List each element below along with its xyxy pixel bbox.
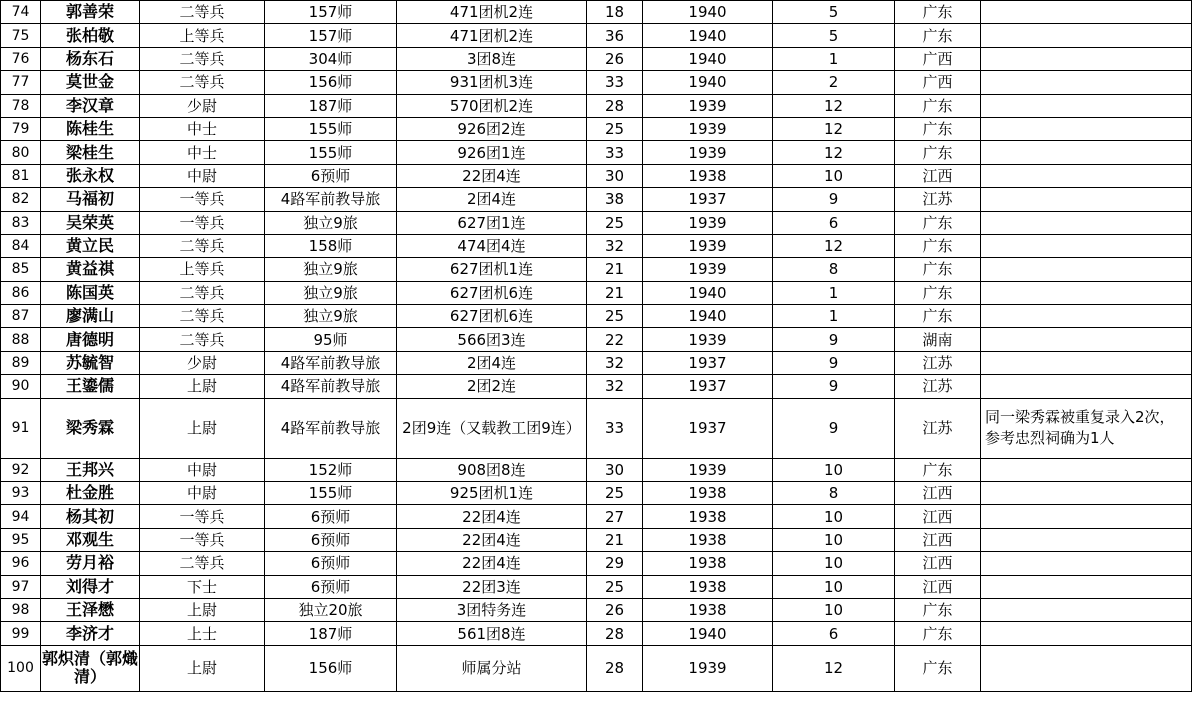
cell-unit: 2团4连 bbox=[397, 351, 587, 374]
cell-age: 22 bbox=[587, 328, 643, 351]
cell-province: 广东 bbox=[895, 281, 981, 304]
cell-age: 33 bbox=[587, 141, 643, 164]
cell-no: 83 bbox=[1, 211, 41, 234]
cell-province: 广西 bbox=[895, 71, 981, 94]
cell-division: 独立9旅 bbox=[265, 211, 397, 234]
cell-year: 1938 bbox=[643, 505, 773, 528]
cell-month: 10 bbox=[773, 575, 895, 598]
cell-age: 27 bbox=[587, 505, 643, 528]
cell-province: 江西 bbox=[895, 505, 981, 528]
cell-province: 广东 bbox=[895, 211, 981, 234]
cell-note bbox=[981, 164, 1192, 187]
cell-province: 江西 bbox=[895, 164, 981, 187]
cell-rank: 二等兵 bbox=[140, 328, 265, 351]
cell-name: 刘得才 bbox=[41, 575, 140, 598]
cell-no: 90 bbox=[1, 375, 41, 398]
cell-age: 33 bbox=[587, 398, 643, 458]
cell-year: 1940 bbox=[643, 1, 773, 24]
cell-province: 湖南 bbox=[895, 328, 981, 351]
cell-age: 30 bbox=[587, 164, 643, 187]
table-row bbox=[1, 645, 1192, 691]
cell-year: 1939 bbox=[643, 234, 773, 257]
table-row bbox=[1, 188, 1192, 211]
cell-division: 95师 bbox=[265, 328, 397, 351]
cell-month: 10 bbox=[773, 528, 895, 551]
cell-rank: 少尉 bbox=[140, 94, 265, 117]
cell-name: 梁秀霖 bbox=[41, 398, 140, 458]
table-row bbox=[1, 598, 1192, 621]
cell-name: 郭炽清（郭熾清） bbox=[41, 645, 140, 691]
cell-no: 91 bbox=[1, 398, 41, 458]
table-row bbox=[1, 351, 1192, 374]
cell-name: 张柏敬 bbox=[41, 24, 140, 47]
roster-body bbox=[1, 1, 1192, 692]
cell-note: 同一梁秀霖被重复录入2次，参考忠烈祠确为1人 bbox=[981, 398, 1192, 458]
cell-note bbox=[981, 458, 1192, 481]
cell-no: 78 bbox=[1, 94, 41, 117]
cell-month: 6 bbox=[773, 211, 895, 234]
cell-age: 29 bbox=[587, 552, 643, 575]
cell-year: 1940 bbox=[643, 24, 773, 47]
cell-no: 94 bbox=[1, 505, 41, 528]
cell-name: 陈桂生 bbox=[41, 117, 140, 140]
cell-unit: 2团2连 bbox=[397, 375, 587, 398]
cell-age: 36 bbox=[587, 24, 643, 47]
cell-name: 李汉章 bbox=[41, 94, 140, 117]
cell-rank: 中尉 bbox=[140, 164, 265, 187]
cell-division: 152师 bbox=[265, 458, 397, 481]
cell-month: 5 bbox=[773, 24, 895, 47]
cell-no: 93 bbox=[1, 482, 41, 505]
table-row bbox=[1, 375, 1192, 398]
cell-division: 独立9旅 bbox=[265, 258, 397, 281]
cell-month: 12 bbox=[773, 117, 895, 140]
cell-year: 1940 bbox=[643, 305, 773, 328]
cell-month: 10 bbox=[773, 505, 895, 528]
cell-age: 26 bbox=[587, 598, 643, 621]
cell-note bbox=[981, 575, 1192, 598]
cell-year: 1939 bbox=[643, 211, 773, 234]
cell-province: 广东 bbox=[895, 622, 981, 645]
cell-unit: 908团8连 bbox=[397, 458, 587, 481]
cell-unit: 2团4连 bbox=[397, 188, 587, 211]
cell-province: 江苏 bbox=[895, 188, 981, 211]
cell-name: 杨其初 bbox=[41, 505, 140, 528]
cell-month: 10 bbox=[773, 164, 895, 187]
cell-rank: 二等兵 bbox=[140, 305, 265, 328]
cell-note bbox=[981, 258, 1192, 281]
cell-age: 32 bbox=[587, 375, 643, 398]
cell-year: 1939 bbox=[643, 117, 773, 140]
table-row bbox=[1, 328, 1192, 351]
cell-rank: 一等兵 bbox=[140, 188, 265, 211]
cell-age: 28 bbox=[587, 645, 643, 691]
cell-note bbox=[981, 94, 1192, 117]
cell-division: 4路军前教导旅 bbox=[265, 398, 397, 458]
cell-age: 25 bbox=[587, 575, 643, 598]
cell-rank: 中尉 bbox=[140, 482, 265, 505]
cell-note bbox=[981, 1, 1192, 24]
cell-province: 广东 bbox=[895, 598, 981, 621]
cell-no: 77 bbox=[1, 71, 41, 94]
cell-unit: 22团4连 bbox=[397, 528, 587, 551]
cell-note bbox=[981, 188, 1192, 211]
cell-year: 1939 bbox=[643, 258, 773, 281]
cell-year: 1939 bbox=[643, 94, 773, 117]
cell-age: 25 bbox=[587, 117, 643, 140]
cell-year: 1940 bbox=[643, 71, 773, 94]
cell-no: 75 bbox=[1, 24, 41, 47]
cell-unit: 22团3连 bbox=[397, 575, 587, 598]
cell-year: 1939 bbox=[643, 328, 773, 351]
cell-name: 黄立民 bbox=[41, 234, 140, 257]
table-row bbox=[1, 1, 1192, 24]
cell-no: 97 bbox=[1, 575, 41, 598]
table-row bbox=[1, 398, 1192, 458]
table-row bbox=[1, 141, 1192, 164]
cell-month: 10 bbox=[773, 458, 895, 481]
cell-name: 王泽懋 bbox=[41, 598, 140, 621]
cell-rank: 中尉 bbox=[140, 458, 265, 481]
cell-rank: 一等兵 bbox=[140, 528, 265, 551]
cell-division: 4路军前教导旅 bbox=[265, 188, 397, 211]
cell-division: 4路军前教导旅 bbox=[265, 375, 397, 398]
cell-name: 张永权 bbox=[41, 164, 140, 187]
cell-note bbox=[981, 482, 1192, 505]
cell-division: 独立9旅 bbox=[265, 281, 397, 304]
cell-division: 157师 bbox=[265, 24, 397, 47]
cell-month: 10 bbox=[773, 598, 895, 621]
cell-year: 1940 bbox=[643, 622, 773, 645]
cell-age: 33 bbox=[587, 71, 643, 94]
cell-province: 广东 bbox=[895, 141, 981, 164]
cell-month: 9 bbox=[773, 398, 895, 458]
cell-rank: 少尉 bbox=[140, 351, 265, 374]
cell-year: 1938 bbox=[643, 575, 773, 598]
cell-no: 89 bbox=[1, 351, 41, 374]
cell-age: 18 bbox=[587, 1, 643, 24]
cell-unit: 561团8连 bbox=[397, 622, 587, 645]
cell-name: 王鎏儒 bbox=[41, 375, 140, 398]
cell-month: 6 bbox=[773, 622, 895, 645]
cell-no: 88 bbox=[1, 328, 41, 351]
table-row bbox=[1, 622, 1192, 645]
cell-unit: 926团1连 bbox=[397, 141, 587, 164]
cell-note bbox=[981, 47, 1192, 70]
cell-division: 156师 bbox=[265, 71, 397, 94]
cell-unit: 566团3连 bbox=[397, 328, 587, 351]
cell-division: 155师 bbox=[265, 141, 397, 164]
cell-rank: 一等兵 bbox=[140, 211, 265, 234]
cell-division: 155师 bbox=[265, 482, 397, 505]
cell-note bbox=[981, 598, 1192, 621]
cell-division: 156师 bbox=[265, 645, 397, 691]
cell-year: 1938 bbox=[643, 482, 773, 505]
cell-unit: 925团机1连 bbox=[397, 482, 587, 505]
cell-rank: 中士 bbox=[140, 117, 265, 140]
table-row bbox=[1, 458, 1192, 481]
cell-name: 黄益祺 bbox=[41, 258, 140, 281]
cell-name: 陈国英 bbox=[41, 281, 140, 304]
cell-note bbox=[981, 234, 1192, 257]
cell-month: 1 bbox=[773, 47, 895, 70]
cell-province: 广东 bbox=[895, 1, 981, 24]
cell-unit: 627团机6连 bbox=[397, 305, 587, 328]
cell-division: 6预师 bbox=[265, 505, 397, 528]
cell-rank: 一等兵 bbox=[140, 505, 265, 528]
cell-rank: 二等兵 bbox=[140, 71, 265, 94]
table-row bbox=[1, 211, 1192, 234]
cell-province: 江苏 bbox=[895, 351, 981, 374]
cell-province: 江西 bbox=[895, 575, 981, 598]
table-row bbox=[1, 71, 1192, 94]
cell-name: 杜金胜 bbox=[41, 482, 140, 505]
cell-name: 梁桂生 bbox=[41, 141, 140, 164]
cell-note bbox=[981, 622, 1192, 645]
cell-month: 10 bbox=[773, 552, 895, 575]
cell-note bbox=[981, 328, 1192, 351]
cell-rank: 中士 bbox=[140, 141, 265, 164]
cell-unit: 3团8连 bbox=[397, 47, 587, 70]
cell-province: 江西 bbox=[895, 482, 981, 505]
cell-note bbox=[981, 141, 1192, 164]
cell-rank: 二等兵 bbox=[140, 47, 265, 70]
table-row bbox=[1, 258, 1192, 281]
cell-division: 155师 bbox=[265, 117, 397, 140]
cell-province: 广东 bbox=[895, 258, 981, 281]
cell-month: 5 bbox=[773, 1, 895, 24]
cell-unit: 474团4连 bbox=[397, 234, 587, 257]
table-row bbox=[1, 482, 1192, 505]
cell-no: 100 bbox=[1, 645, 41, 691]
cell-year: 1938 bbox=[643, 552, 773, 575]
cell-year: 1937 bbox=[643, 398, 773, 458]
cell-no: 74 bbox=[1, 1, 41, 24]
cell-unit: 627团机1连 bbox=[397, 258, 587, 281]
cell-year: 1940 bbox=[643, 47, 773, 70]
cell-division: 157师 bbox=[265, 1, 397, 24]
cell-year: 1939 bbox=[643, 141, 773, 164]
cell-age: 25 bbox=[587, 482, 643, 505]
cell-province: 广东 bbox=[895, 117, 981, 140]
cell-age: 28 bbox=[587, 622, 643, 645]
cell-province: 广东 bbox=[895, 94, 981, 117]
table-row bbox=[1, 47, 1192, 70]
table-row bbox=[1, 94, 1192, 117]
cell-unit: 22团4连 bbox=[397, 164, 587, 187]
cell-unit: 931团机3连 bbox=[397, 71, 587, 94]
cell-month: 12 bbox=[773, 234, 895, 257]
cell-division: 187师 bbox=[265, 622, 397, 645]
cell-unit: 926团2连 bbox=[397, 117, 587, 140]
cell-province: 广西 bbox=[895, 47, 981, 70]
cell-rank: 二等兵 bbox=[140, 1, 265, 24]
cell-month: 12 bbox=[773, 94, 895, 117]
cell-month: 9 bbox=[773, 375, 895, 398]
cell-note bbox=[981, 211, 1192, 234]
table-row bbox=[1, 575, 1192, 598]
cell-division: 187师 bbox=[265, 94, 397, 117]
table-row bbox=[1, 164, 1192, 187]
cell-year: 1937 bbox=[643, 188, 773, 211]
cell-unit: 3团特务连 bbox=[397, 598, 587, 621]
cell-name: 莫世金 bbox=[41, 71, 140, 94]
cell-name: 苏毓智 bbox=[41, 351, 140, 374]
table-row bbox=[1, 234, 1192, 257]
table-row bbox=[1, 505, 1192, 528]
cell-province: 广东 bbox=[895, 645, 981, 691]
cell-name: 劳月裕 bbox=[41, 552, 140, 575]
cell-note bbox=[981, 505, 1192, 528]
cell-name: 廖满山 bbox=[41, 305, 140, 328]
cell-unit: 627团机6连 bbox=[397, 281, 587, 304]
cell-month: 9 bbox=[773, 351, 895, 374]
cell-unit: 师属分站 bbox=[397, 645, 587, 691]
cell-month: 1 bbox=[773, 305, 895, 328]
cell-age: 38 bbox=[587, 188, 643, 211]
cell-division: 独立20旅 bbox=[265, 598, 397, 621]
cell-division: 4路军前教导旅 bbox=[265, 351, 397, 374]
cell-no: 95 bbox=[1, 528, 41, 551]
cell-month: 12 bbox=[773, 141, 895, 164]
cell-name: 郭善荣 bbox=[41, 1, 140, 24]
cell-year: 1938 bbox=[643, 164, 773, 187]
cell-unit: 471团机2连 bbox=[397, 24, 587, 47]
cell-division: 158师 bbox=[265, 234, 397, 257]
cell-name: 吴荣英 bbox=[41, 211, 140, 234]
cell-unit: 22团4连 bbox=[397, 505, 587, 528]
cell-no: 80 bbox=[1, 141, 41, 164]
cell-year: 1939 bbox=[643, 645, 773, 691]
table-row bbox=[1, 24, 1192, 47]
cell-year: 1937 bbox=[643, 375, 773, 398]
cell-no: 81 bbox=[1, 164, 41, 187]
cell-province: 江苏 bbox=[895, 375, 981, 398]
cell-no: 84 bbox=[1, 234, 41, 257]
cell-rank: 二等兵 bbox=[140, 552, 265, 575]
cell-year: 1939 bbox=[643, 458, 773, 481]
cell-name: 王邦兴 bbox=[41, 458, 140, 481]
cell-note bbox=[981, 645, 1192, 691]
cell-note bbox=[981, 281, 1192, 304]
cell-note bbox=[981, 305, 1192, 328]
cell-year: 1938 bbox=[643, 598, 773, 621]
cell-note bbox=[981, 351, 1192, 374]
cell-no: 98 bbox=[1, 598, 41, 621]
cell-age: 21 bbox=[587, 528, 643, 551]
cell-name: 马福初 bbox=[41, 188, 140, 211]
cell-division: 6预师 bbox=[265, 164, 397, 187]
cell-age: 21 bbox=[587, 281, 643, 304]
cell-rank: 上尉 bbox=[140, 398, 265, 458]
cell-no: 76 bbox=[1, 47, 41, 70]
cell-note bbox=[981, 24, 1192, 47]
cell-note bbox=[981, 71, 1192, 94]
cell-division: 6预师 bbox=[265, 575, 397, 598]
cell-age: 21 bbox=[587, 258, 643, 281]
cell-month: 8 bbox=[773, 482, 895, 505]
cell-note bbox=[981, 528, 1192, 551]
cell-month: 12 bbox=[773, 645, 895, 691]
cell-unit: 570团机2连 bbox=[397, 94, 587, 117]
cell-age: 30 bbox=[587, 458, 643, 481]
cell-province: 广东 bbox=[895, 24, 981, 47]
cell-rank: 上等兵 bbox=[140, 258, 265, 281]
table-row bbox=[1, 552, 1192, 575]
cell-no: 82 bbox=[1, 188, 41, 211]
cell-name: 唐德明 bbox=[41, 328, 140, 351]
cell-age: 25 bbox=[587, 305, 643, 328]
cell-province: 江西 bbox=[895, 552, 981, 575]
cell-name: 李济才 bbox=[41, 622, 140, 645]
cell-rank: 上等兵 bbox=[140, 24, 265, 47]
cell-year: 1940 bbox=[643, 281, 773, 304]
cell-month: 9 bbox=[773, 188, 895, 211]
cell-note bbox=[981, 552, 1192, 575]
cell-no: 85 bbox=[1, 258, 41, 281]
cell-unit: 22团4连 bbox=[397, 552, 587, 575]
cell-no: 92 bbox=[1, 458, 41, 481]
cell-age: 25 bbox=[587, 211, 643, 234]
cell-province: 江苏 bbox=[895, 398, 981, 458]
table-row bbox=[1, 281, 1192, 304]
cell-unit: 2团9连（又载教工团9连） bbox=[397, 398, 587, 458]
cell-division: 304师 bbox=[265, 47, 397, 70]
cell-rank: 上尉 bbox=[140, 375, 265, 398]
cell-rank: 二等兵 bbox=[140, 234, 265, 257]
cell-year: 1937 bbox=[643, 351, 773, 374]
table-row bbox=[1, 117, 1192, 140]
cell-rank: 上士 bbox=[140, 622, 265, 645]
cell-name: 邓观生 bbox=[41, 528, 140, 551]
cell-no: 79 bbox=[1, 117, 41, 140]
cell-province: 广东 bbox=[895, 458, 981, 481]
cell-month: 9 bbox=[773, 328, 895, 351]
cell-month: 8 bbox=[773, 258, 895, 281]
cell-name: 杨东石 bbox=[41, 47, 140, 70]
cell-age: 26 bbox=[587, 47, 643, 70]
cell-year: 1938 bbox=[643, 528, 773, 551]
cell-unit: 471团机2连 bbox=[397, 1, 587, 24]
cell-age: 32 bbox=[587, 351, 643, 374]
cell-province: 江西 bbox=[895, 528, 981, 551]
cell-no: 96 bbox=[1, 552, 41, 575]
cell-no: 87 bbox=[1, 305, 41, 328]
cell-unit: 627团1连 bbox=[397, 211, 587, 234]
cell-note bbox=[981, 375, 1192, 398]
cell-age: 32 bbox=[587, 234, 643, 257]
cell-rank: 下士 bbox=[140, 575, 265, 598]
cell-rank: 上尉 bbox=[140, 598, 265, 621]
cell-province: 广东 bbox=[895, 305, 981, 328]
cell-no: 86 bbox=[1, 281, 41, 304]
table-row bbox=[1, 528, 1192, 551]
cell-no: 99 bbox=[1, 622, 41, 645]
cell-division: 独立9旅 bbox=[265, 305, 397, 328]
cell-age: 28 bbox=[587, 94, 643, 117]
table-row bbox=[1, 305, 1192, 328]
cell-province: 广东 bbox=[895, 234, 981, 257]
cell-month: 2 bbox=[773, 71, 895, 94]
cell-division: 6预师 bbox=[265, 528, 397, 551]
cell-note bbox=[981, 117, 1192, 140]
cell-month: 1 bbox=[773, 281, 895, 304]
cell-rank: 上尉 bbox=[140, 645, 265, 691]
cell-division: 6预师 bbox=[265, 552, 397, 575]
cell-rank: 二等兵 bbox=[140, 281, 265, 304]
